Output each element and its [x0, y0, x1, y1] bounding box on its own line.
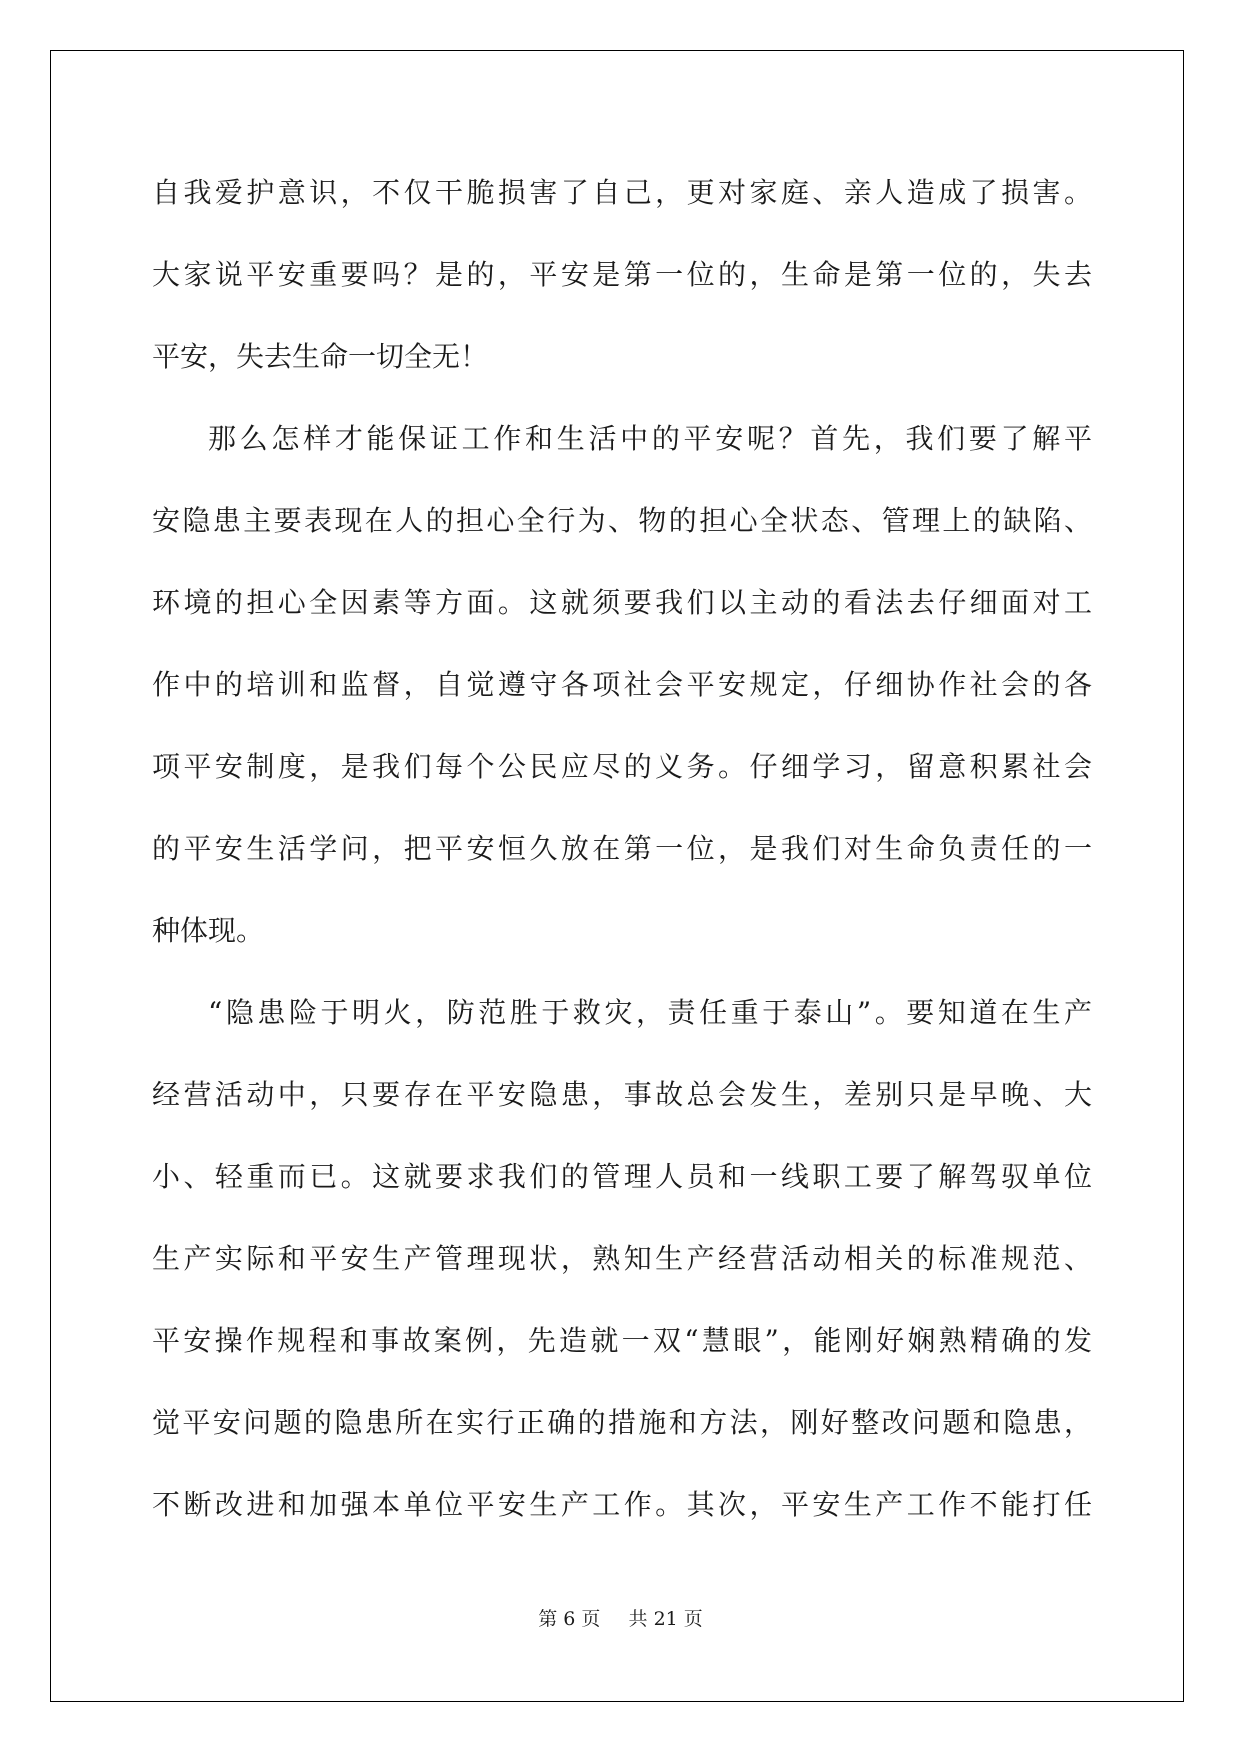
text-line: 大家说平安重要吗？是的，平安是第一位的，生命是第一位的，失去 [152, 258, 1092, 291]
text-line: 的平安生活学问，把平安恒久放在第一位，是我们对生命负责任的一 [152, 832, 1092, 865]
page-footer [0, 1604, 1241, 1631]
text-line: 生产实际和平安生产管理现状，熟知生产经营活动相关的标准规范、 [152, 1242, 1092, 1275]
current-page-number: 第 6 页 [538, 1608, 601, 1630]
text-line: 那么怎样才能保证工作和生活中的平安呢？首先，我们要了解平 [208, 422, 1092, 455]
text-line: 经营活动中，只要存在平安隐患，事故总会发生，差别只是早晚、大 [152, 1078, 1092, 1111]
text-line: 小、轻重而已。这就要求我们的管理人员和一线职工要了解驾驭单位 [152, 1160, 1092, 1193]
text-line: 平安操作规程和事故案例，先造就一双“慧眼”，能刚好娴熟精确的发 [152, 1324, 1092, 1357]
text-line: 不断改进和加强本单位平安生产工作。其次，平安生产工作不能打任 [152, 1488, 1092, 1521]
text-line: 作中的培训和监督，自觉遵守各项社会平安规定，仔细协作社会的各 [152, 668, 1092, 701]
text-line: 安隐患主要表现在人的担心全行为、物的担心全状态、管理上的缺陷、 [152, 504, 1092, 537]
total-page-count: 共 21 页 [628, 1608, 703, 1630]
text-line: 自我爱护意识，不仅干脆损害了自己，更对家庭、亲人造成了损害。 [152, 176, 1092, 209]
text-line: 种体现。 [152, 914, 265, 947]
text-line: 平安，失去生命一切全无！ [152, 340, 489, 373]
text-line: 觉平安问题的隐患所在实行正确的措施和方法，刚好整改问题和隐患， [152, 1406, 1092, 1439]
text-line: 项平安制度，是我们每个公民应尽的义务。仔细学习，留意积累社会 [152, 750, 1092, 783]
text-line: 环境的担心全因素等方面。这就须要我们以主动的看法去仔细面对工 [152, 586, 1092, 619]
text-line: “隐患险于明火，防范胜于救灾，责任重于泰山”。要知道在生产 [208, 996, 1092, 1029]
document-body [152, 152, 1092, 1546]
